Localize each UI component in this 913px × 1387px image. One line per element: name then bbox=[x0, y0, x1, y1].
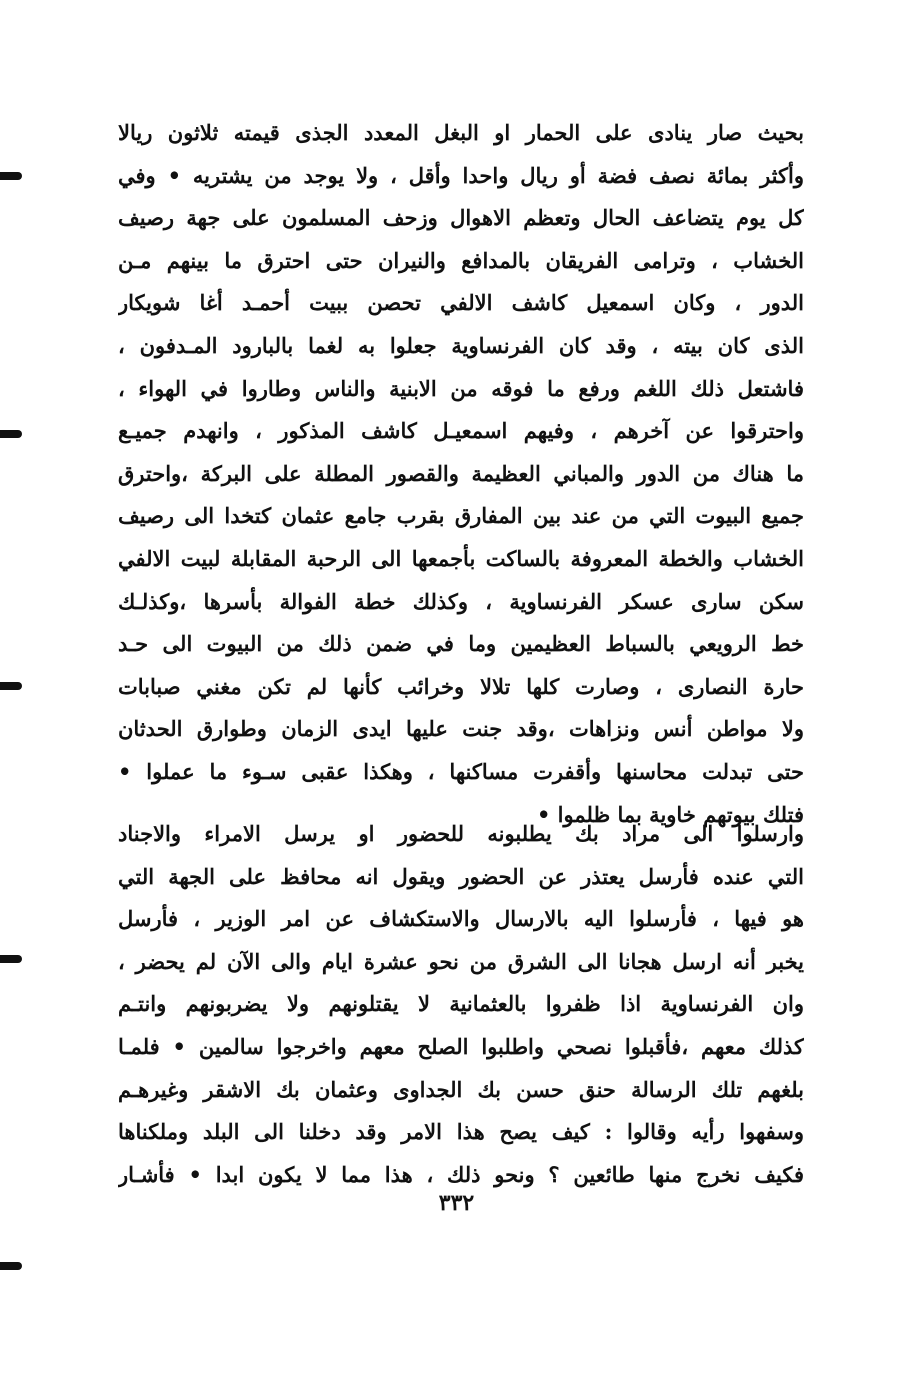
text-line: وان الفرنساوية اذا ظفروا بالعثمانية لا يقتلونهم ولا يضربونهم وانتـم bbox=[118, 991, 804, 1017]
text-line: التي عنده فأرسل يعتذر عن الحضور ويقول انه محافظ على الجهة التي bbox=[118, 863, 804, 889]
text-line: الخشاب والخطة المعروفة بالساكت بأجمعها الى الرحبة المقابلة لبيت الالفي bbox=[118, 545, 804, 571]
text-line: وسفهوا رأيه وقالوا : كيف يصح هذا الامر وقد دخلنا الى البلد وملكناها bbox=[118, 1119, 804, 1145]
page-number: ٣٣٢ bbox=[438, 1190, 475, 1216]
text-line: واحترقوا عن آخرهم ، وفيهم اسمعيـل كاشف المذكور ، وانهدم جميـع bbox=[118, 418, 804, 444]
text-line: وارسلوا الى مراد بك يطلبونه للحضور او يرسل الامراء والاجناد bbox=[118, 821, 804, 846]
text-line: خط الرويعي بالسباط العظيمين وما في ضمن ذلك من البيوت الى حـد bbox=[118, 631, 804, 657]
text-line: جميع البيوت التي من عند بين المفارق بقرب جامع عثمان كتخدا الى رصيف bbox=[118, 503, 804, 529]
binding-mark bbox=[0, 682, 22, 690]
binding-mark bbox=[0, 955, 22, 963]
text-line: حارة النصارى ، وصارت كلها تلالا وخرائب كأنها لم تكن مغني صبابات bbox=[118, 673, 804, 699]
text-line: فكيف نخرج منها طائعين ؟ ونحو ذلك ، هذا مما لا يكون ابدا • فأشـار bbox=[118, 1161, 804, 1187]
text-line: وأكثر بمائة نصف فضة أو ريال واحدا وأقل ، ولا يوجد من يشتريه • وفي bbox=[118, 162, 804, 188]
text-line: سكن سارى عسكر الفرنساوية ، وكذلك خطة الفوالة بأسرها ،وكذلـك bbox=[118, 588, 804, 614]
binding-mark bbox=[0, 1262, 22, 1270]
binding-mark bbox=[0, 430, 22, 438]
text-line: الدور ، وكان اسمعيل كاشف الالفي تحصن ببيت أحمـد أغا شويكار bbox=[118, 290, 804, 316]
text-line: يخبر أنه ارسل هجانا الى الشرق من نحو عشرة ايام والى الآن لم يحضر ، bbox=[118, 948, 804, 974]
text-line: كذلك معهم ،فأقبلوا نصحي واطلبوا الصلح معهم واخرجوا سالمين • فلمـا bbox=[118, 1033, 804, 1059]
text-line: فاشتعل ذلك اللغم ورفع ما فوقه من الابنية والناس وطاروا في الهواء ، bbox=[118, 375, 804, 401]
binding-mark bbox=[0, 172, 22, 180]
text-line: كل يوم يتضاعف الحال وتعظم الاهوال وزحف المسلمون على جهة رصيف bbox=[118, 205, 804, 231]
paragraph-1 bbox=[118, 112, 804, 836]
text-line: الخشاب ، وترامى الفريقان بالمدافع والنيران حتى احترق ما بينهم مـن bbox=[118, 247, 804, 273]
text-line: فتلك بيوتهم خاوية بما ظلموا • bbox=[536, 801, 804, 827]
text-line: حتى تبدلت محاسنها وأقفرت مساكنها ، وهكذا عقبى سـوء ما عملوا • bbox=[118, 758, 804, 784]
text-line: الذى كان بيته ، وقد كان الفرنساوية جعلوا به لغما بالبارود المـدفون ، bbox=[118, 332, 804, 358]
text-line: بلغهم تلك الرسالة حنق حسن بك الجداوى وعثمان بك الاشقر وغيرهـم bbox=[118, 1076, 804, 1102]
text-line: ولا مواطن أنس ونزاهات ،وقد جنت عليها ايدى الزمان وطوارق الحدثان bbox=[118, 716, 804, 742]
text-line: ما هناك من الدور والمباني العظيمة والقصور المطلة على البركة ،واحترق bbox=[118, 460, 804, 486]
text-line: بحيث صار ينادى على الحمار او البغل المعدد الجذى قيمته ثلاثون ريالا bbox=[118, 120, 804, 145]
text-line: هو فيها ، فأرسلوا اليه بالارسال والاستكشاف عن امر الوزير ، فأرسل bbox=[118, 906, 804, 932]
paragraph-2 bbox=[118, 813, 804, 1196]
